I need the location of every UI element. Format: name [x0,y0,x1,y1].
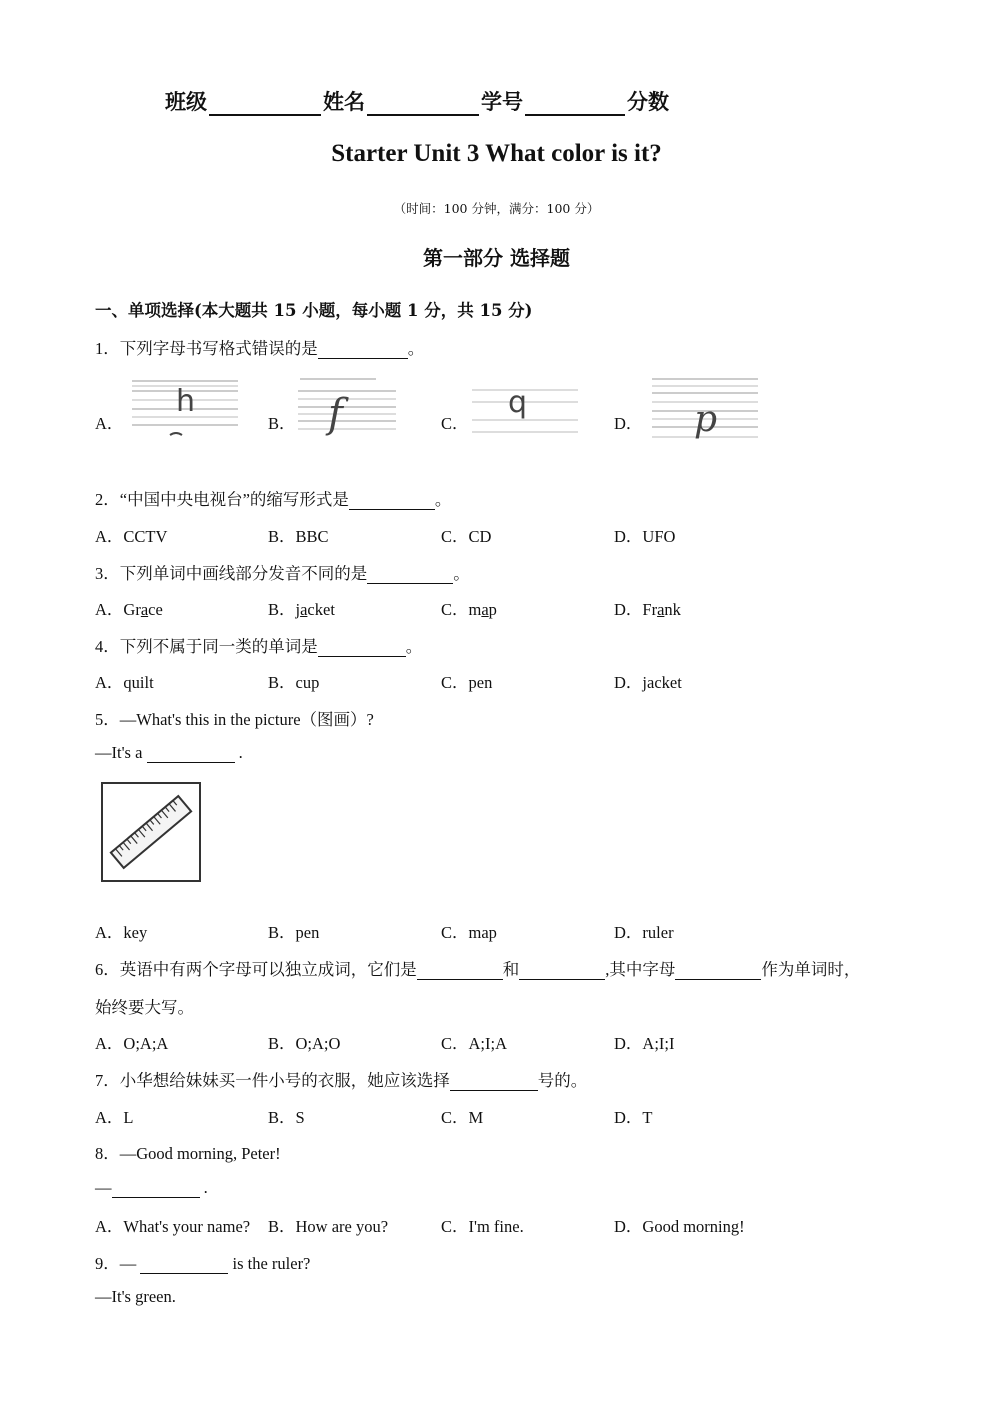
handwriting-f-image [296,375,401,440]
question-2-stem: 2．“中国中央电视台”的缩写形式是 。 [95,490,452,509]
name-label: 姓名 [323,89,365,114]
id-blank[interactable] [525,92,625,116]
question-8-stem: 8．—Good morning, Peter! [95,1144,281,1163]
ruler-icon [103,784,199,880]
q4-option-d[interactable]: D．jacket [614,673,682,692]
handwriting-h-image [130,375,240,440]
q5-option-d[interactable]: D．ruler [614,923,674,942]
question-5-answer-line: —It's a . [95,743,243,762]
q7-option-a[interactable]: A．L [95,1108,134,1127]
score-label: 分数 [627,89,669,114]
q7-option-d[interactable]: D．T [614,1108,653,1127]
question-6-stem-continued: 始终要大写。 [95,998,194,1017]
q6-option-a[interactable]: A．O;A;A [95,1034,169,1053]
handwriting-p-image [650,375,760,447]
exam-meta: （时间：100 分钟，满分：100 分） [393,201,600,216]
class-label: 班级 [165,89,207,114]
option-a-label[interactable]: A． [95,414,124,433]
part-title: 第一部分 选择题 [423,246,570,270]
q2-option-b[interactable]: B．BBC [268,527,329,546]
q8-option-a[interactable]: A．What's your name? [95,1217,251,1236]
question-1-stem: 1．下列字母书写格式错误的是 。 [95,339,425,358]
q3-option-a[interactable]: A．Grace [95,600,163,619]
question-8-answer-line: — . [95,1178,208,1197]
option-b-label[interactable]: B． [268,414,296,433]
student-info-line [165,86,669,116]
q5-option-b[interactable]: B．pen [268,923,320,942]
answer-blank[interactable] [675,962,761,980]
letter-h: h [176,384,196,419]
q8-option-c[interactable]: C．I'm fine. [441,1217,524,1236]
q5-option-c[interactable]: C．map [441,923,497,942]
question-3-stem: 3．下列单词中画线部分发音不同的是 。 [95,564,470,583]
ruler-picture [101,782,201,882]
answer-blank[interactable] [519,962,605,980]
q8-option-d[interactable]: D．Good morning! [614,1217,745,1236]
option-d-label[interactable]: D． [614,414,643,433]
question-7-stem: 7．小华想给妹妹买一件小号的衣服，她应该选择 号的。 [95,1071,588,1090]
q7-option-c[interactable]: C．M [441,1108,484,1127]
answer-blank[interactable] [140,1256,228,1274]
answer-blank[interactable] [318,341,408,359]
page-title: Starter Unit 3 What color is it? [331,140,662,167]
q7-option-b[interactable]: B．S [268,1108,305,1127]
section-title: 一、单项选择(本大题共 15 小题，每小题 1 分，共 15 分) [95,301,533,320]
answer-blank[interactable] [318,639,406,657]
answer-blank[interactable] [417,962,503,980]
q4-option-c[interactable]: C．pen [441,673,493,692]
answer-blank[interactable] [112,1180,200,1198]
answer-blank[interactable] [450,1073,538,1091]
letter-p: p [694,399,718,440]
handwriting-q-image [470,380,580,440]
q5-option-a[interactable]: A．key [95,923,148,942]
question-9-stem: 9．— is the ruler? [95,1254,311,1273]
q2-option-d[interactable]: D．UFO [614,527,676,546]
q6-option-d[interactable]: D．A;I;I [614,1034,675,1053]
answer-blank[interactable] [367,566,453,584]
question-6-stem: 6．英语中有两个字母可以独立成词，它们是 和 ,其中字母 作为单词时， [95,960,861,979]
question-9-answer: —It's green. [95,1287,176,1306]
q4-option-a[interactable]: A．quilt [95,673,154,692]
question-4-stem: 4．下列不属于同一类的单词是 。 [95,637,423,656]
q6-option-c[interactable]: C．A;I;A [441,1034,507,1053]
answer-blank[interactable] [349,492,435,510]
q2-option-c[interactable]: C．CD [441,527,492,546]
letter-q: q [508,385,528,420]
name-blank[interactable] [367,92,479,116]
q3-option-c[interactable]: C．map [441,600,497,619]
q3-option-b[interactable]: B．jacket [268,600,335,619]
answer-blank[interactable] [147,745,235,763]
letter-f: f [328,391,343,437]
q2-option-a[interactable]: A．CCTV [95,527,168,546]
class-blank[interactable] [209,92,321,116]
q3-option-d[interactable]: D．Frank [614,600,681,619]
id-label: 学号 [481,89,523,114]
q6-option-b[interactable]: B．O;A;O [268,1034,341,1053]
question-5-stem: 5．—What's this in the picture（图画）? [95,710,374,729]
option-c-label[interactable]: C． [441,414,469,433]
q8-option-b[interactable]: B．How are you? [268,1217,389,1236]
q4-option-b[interactable]: B．cup [268,673,320,692]
